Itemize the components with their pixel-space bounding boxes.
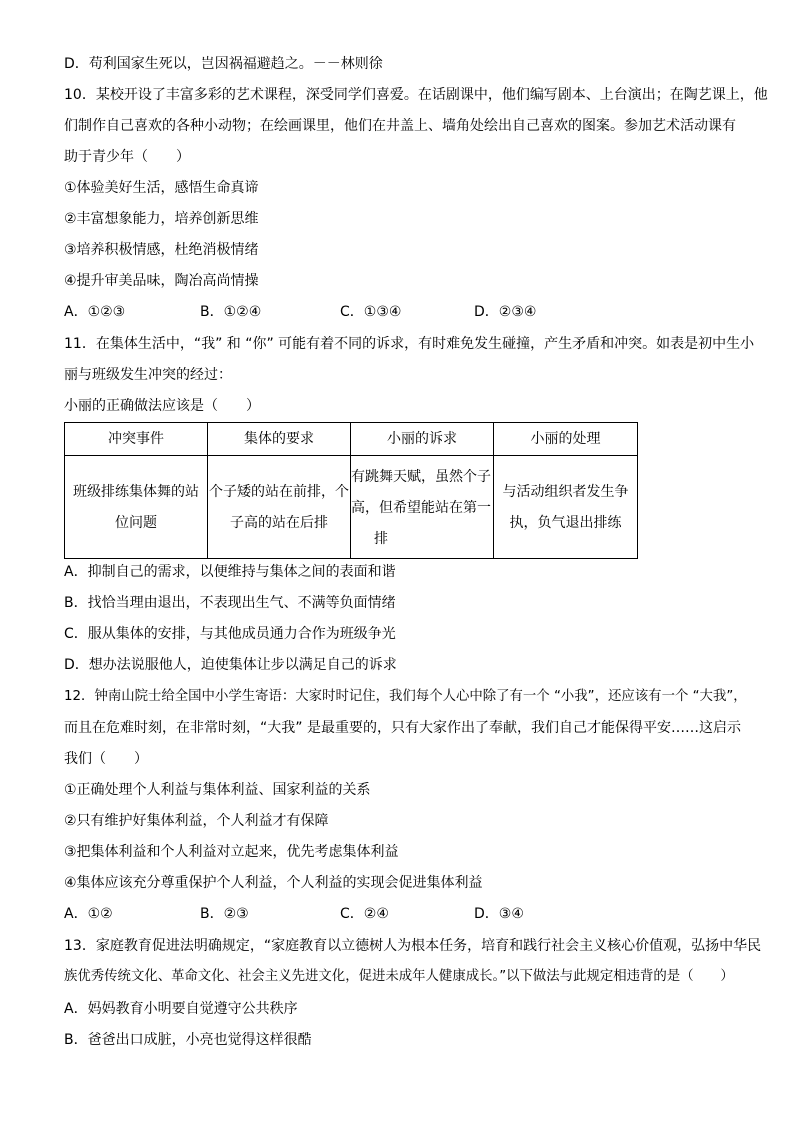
cell-line: 排 xyxy=(374,530,388,547)
q11-stem-line: 丽与班级发生冲突的经过： xyxy=(64,367,232,383)
q12-stem-line: 而且在危难时刻，在非常时刻，“大我” 是最重要的，只有大家作出了奉献，我们自己才能保得平安……这启示 xyxy=(64,720,741,736)
cell-line: 个子矮的站在前排，个 xyxy=(209,484,349,500)
table-cell-xiaoli-demand xyxy=(351,456,494,559)
cell-line: 班级排练集体舞的站 xyxy=(73,484,199,500)
cell-line: 执，负气退出排练 xyxy=(509,515,622,531)
cell-line: 有跳舞天赋，虽然个子 xyxy=(351,468,491,485)
q11-option-a[interactable]: A．抑制自己的需求，以便维持与集体之间的表面和谐 xyxy=(64,564,396,580)
q12-option-a[interactable]: A．①② xyxy=(64,906,113,922)
table-header-cell: 冲突事件 xyxy=(65,423,208,456)
cell-line: 位问题 xyxy=(115,515,157,531)
q11-option-d[interactable]: D．想办法说服他人，迫使集体让步以满足自己的诉求 xyxy=(64,657,397,673)
table-cell-xiaoli-handling xyxy=(494,456,638,559)
q11-stem-line: 11．在集体生活中，“我” 和 “你” 可能有着不同的诉求，有时难免发生碰撞，产生矛盾和冲突。如表是初中生小 xyxy=(64,336,755,352)
q9-option-d[interactable]: D．苟利国家生死以，岂因祸福避趋之。－－林则徐 xyxy=(64,56,383,72)
q13-stem-line: 13．家庭教育促进法明确规定，“家庭教育以立德树人为根本任务，培育和践行社会主义核心价值观，弘扬中华民 xyxy=(64,938,762,954)
table-cell-event xyxy=(65,456,208,559)
q10-stem-line: 10．某校开设了丰富多彩的艺术课程，深受同学们喜爱。在话剧课中，他们编写剧本、上台演出；在陶艺课上，他 xyxy=(64,87,768,103)
q10-option-a[interactable]: A．①②③ xyxy=(64,304,126,320)
q13-stem-line: 族优秀传统文化、革命文化、社会主义先进文化，促进未成年人健康成长。”以下做法与此规定相违背的是（ ） xyxy=(64,969,734,984)
table-row xyxy=(65,456,638,559)
q10-item: ②丰富想象能力，培养创新思维 xyxy=(64,211,259,227)
conflict-table xyxy=(64,422,638,559)
q12-item: ①正确处理个人利益与集体利益、国家利益的关系 xyxy=(64,782,371,798)
q10-item: ①体验美好生活，感悟生命真谛 xyxy=(64,180,259,196)
q11-option-c[interactable]: C．服从集体的安排，与其他成员通力合作为班级争光 xyxy=(64,626,396,642)
q12-stem-line: 我们（ ） xyxy=(64,751,148,767)
q12-option-c[interactable]: C．②④ xyxy=(340,906,389,922)
cell-line: 子高的站在后排 xyxy=(230,515,328,531)
q12-stem-line: 12．钟南山院士给全国中小学生寄语：大家时时记住，我们每个人心中除了有一个 “小我”，还应该有一个 “大我”， xyxy=(64,689,747,704)
q12-option-b[interactable]: B．②③ xyxy=(200,906,249,922)
q12-item: ④集体应该充分尊重保护个人利益，个人利益的实现会促进集体利益 xyxy=(64,875,483,891)
q12-item: ③把集体利益和个人利益对立起来，优先考虑集体利益 xyxy=(64,844,399,860)
cell-line: 高，但希望能站在第一 xyxy=(351,499,491,516)
q10-item: ④提升审美品味，陶冶高尚情操 xyxy=(64,273,259,289)
q10-item: ③培养积极情感，杜绝消极情绪 xyxy=(64,242,259,258)
q10-stem-line: 们制作自己喜欢的各种小动物；在绘画课里，他们在井盖上、墙角处绘出自己喜欢的图案。参加艺术活动课有 xyxy=(64,118,736,134)
table-header-cell: 集体的要求 xyxy=(208,423,351,456)
q11-question: 小丽的正确做法应该是（ ） xyxy=(64,398,260,414)
q11-option-b[interactable]: B．找恰当理由退出，不表现出生气、不满等负面情绪 xyxy=(64,595,396,611)
q13-option-b[interactable]: B．爸爸出口成脏，小亮也觉得这样很酷 xyxy=(64,1032,312,1048)
q10-option-d[interactable]: D．②③④ xyxy=(474,304,537,320)
q13-option-a[interactable]: A．妈妈教育小明要自觉遵守公共秩序 xyxy=(64,1001,298,1017)
cell-line: 与活动组织者发生争 xyxy=(502,484,629,500)
q12-item: ②只有维护好集体利益，个人利益才有保障 xyxy=(64,813,329,829)
table-header-cell: 小丽的诉求 xyxy=(351,423,494,456)
q10-option-b[interactable]: B．①②④ xyxy=(200,304,262,320)
table-header-cell: 小丽的处理 xyxy=(494,423,638,456)
q12-option-d[interactable]: D．③④ xyxy=(474,906,524,922)
table-header-row xyxy=(65,423,638,456)
q10-option-c[interactable]: C．①③④ xyxy=(340,304,402,320)
table-cell-collective-requirement xyxy=(208,456,351,559)
q10-stem-line: 助于青少年（ ） xyxy=(64,149,190,165)
